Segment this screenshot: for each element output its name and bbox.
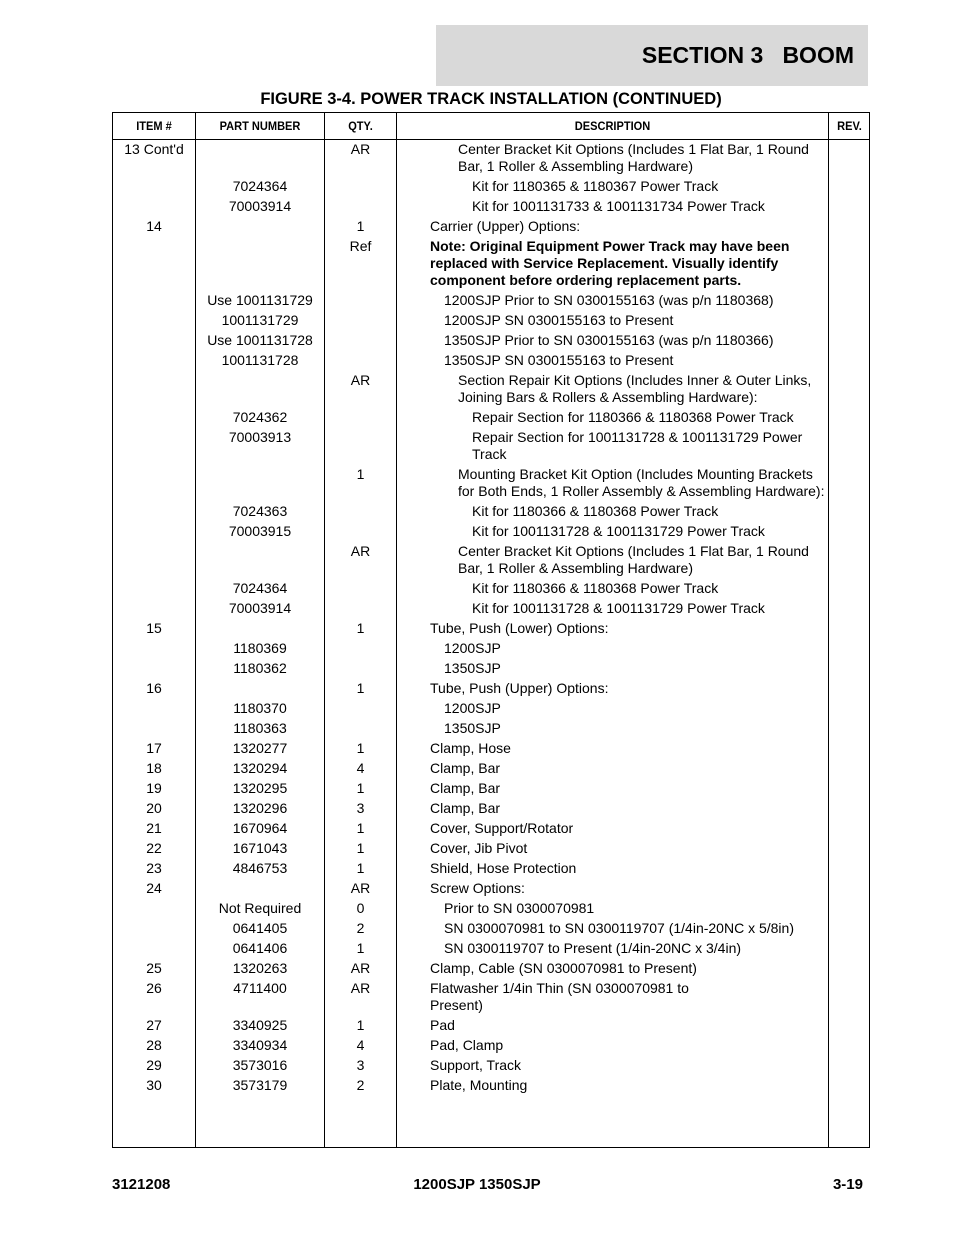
quantity: 2 — [356, 920, 365, 936]
table-row — [113, 523, 869, 540]
section-title: SECTION 3 BOOM — [641, 42, 854, 68]
quantity: 3 — [356, 1057, 365, 1073]
part-number: 7024364 — [232, 178, 288, 194]
description: Mounting Bracket Kit Option (Includes Mounting Brackets for Both Ends, 1 Roller Assembly & Assembling Hardware): — [458, 466, 825, 499]
part-number: 3340934 — [232, 1037, 288, 1053]
table-row — [113, 429, 869, 463]
part-number: 70003915 — [228, 523, 292, 539]
part-number: 70003913 — [228, 429, 292, 445]
quantity: 3 — [356, 800, 365, 816]
description: Clamp, Bar — [430, 800, 501, 816]
part-number: 1320277 — [232, 740, 288, 756]
item-number: 27 — [146, 1017, 162, 1033]
part-number: 7024364 — [232, 580, 288, 596]
part-number: 3340925 — [232, 1017, 288, 1033]
description: Pad — [430, 1017, 455, 1033]
figure-title: FIGURE 3-4. POWER TRACK INSTALLATION (CONTINUED) — [260, 90, 722, 108]
quantity: 1 — [356, 940, 365, 956]
item-number: 17 — [146, 740, 162, 756]
table-row — [113, 238, 869, 289]
item-number: 18 — [146, 760, 162, 776]
table-row — [113, 292, 869, 309]
item-number: 25 — [146, 960, 162, 976]
part-number: 1001131728 — [221, 352, 299, 368]
section-header — [436, 25, 868, 86]
table-row — [113, 1037, 869, 1054]
part-number: Use 1001131728 — [207, 332, 313, 348]
table-row — [113, 600, 869, 617]
part-number: 4711400 — [233, 980, 287, 996]
description: Repair Section for 1001131728 & 1001131729 Power Track — [472, 429, 803, 462]
table-row — [113, 312, 869, 329]
description: 1200SJP — [444, 700, 501, 716]
quantity: AR — [350, 372, 371, 388]
table-row — [113, 466, 869, 500]
description: 1200SJP Prior to SN 0300155163 (was p/n 1180368) — [444, 292, 774, 308]
part-number: 1180370 — [233, 700, 287, 716]
description: Tube, Push (Lower) Options: — [430, 620, 609, 636]
part-number: 70003914 — [228, 198, 292, 214]
description: Cover, Jib Pivot — [430, 840, 528, 856]
quantity: AR — [350, 141, 371, 157]
description: Shield, Hose Protection — [430, 860, 577, 876]
item-number: 15 — [146, 620, 162, 636]
quantity: 1 — [356, 680, 365, 696]
item-number: 19 — [146, 780, 162, 796]
description: Kit for 1180366 & 1180368 Power Track — [472, 580, 719, 596]
header-part-number: PART NUMBER — [219, 119, 301, 133]
description: Center Bracket Kit Options (Includes 1 Flat Bar, 1 Round Bar, 1 Roller & Assembling Hardware) — [458, 543, 809, 576]
part-number: 3573179 — [232, 1077, 288, 1093]
parts-table — [112, 112, 870, 1148]
header-item: ITEM # — [136, 119, 172, 133]
description: 1350SJP — [444, 720, 501, 736]
part-number: 1180369 — [233, 640, 287, 656]
description: Kit for 1180366 & 1180368 Power Track — [472, 503, 719, 519]
quantity: 1 — [356, 780, 365, 796]
description: Clamp, Hose — [430, 740, 511, 756]
table-row — [113, 1017, 869, 1034]
quantity: 1 — [356, 1017, 365, 1033]
quantity: AR — [350, 980, 371, 996]
table-row — [113, 580, 869, 597]
part-number: Use 1001131729 — [207, 292, 313, 308]
description: Repair Section for 1180366 & 1180368 Power Track — [472, 409, 794, 425]
quantity: AR — [350, 880, 371, 896]
table-row — [113, 332, 869, 349]
quantity: 1 — [356, 740, 365, 756]
description: Flatwasher 1/4in Thin (SN 0300070981 to Present) — [430, 980, 689, 1013]
quantity: 2 — [356, 1077, 365, 1093]
table-row — [113, 760, 869, 777]
table-body — [113, 141, 869, 1097]
footer-page-number: 3-19 — [832, 1176, 863, 1193]
part-number: 0641405 — [232, 920, 288, 936]
description: Carrier (Upper) Options: — [430, 218, 581, 234]
footer-model: 1200SJP 1350SJP — [413, 1176, 541, 1193]
description: 1350SJP — [444, 660, 501, 676]
table-row — [113, 620, 869, 637]
table-row — [113, 543, 869, 577]
description: Center Bracket Kit Options (Includes 1 Flat Bar, 1 Round Bar, 1 Roller & Assembling Hardware) — [458, 141, 809, 174]
description: 1350SJP Prior to SN 0300155163 (was p/n 1180366) — [444, 332, 774, 348]
description: Pad, Clamp — [430, 1037, 504, 1053]
quantity: 1 — [356, 820, 365, 836]
part-number: 1180362 — [233, 660, 287, 676]
item-number: 26 — [146, 980, 162, 996]
description: SN 0300070981 to SN 0300119707 (1/4in-20NC x 5/8in) — [444, 920, 794, 936]
part-number: 1320296 — [232, 800, 288, 816]
part-number: 1001131729 — [221, 312, 299, 328]
quantity: 1 — [356, 218, 365, 234]
part-number: 7024363 — [232, 503, 288, 519]
item-number: 21 — [146, 820, 162, 836]
table-row — [113, 178, 869, 195]
part-number: 1180363 — [233, 720, 287, 736]
description: Kit for 1001131728 & 1001131729 Power Track — [472, 600, 765, 616]
header-divider — [113, 139, 869, 140]
description: Support, Track — [430, 1057, 522, 1073]
table-row — [113, 740, 869, 757]
quantity: 4 — [356, 1037, 365, 1053]
table-row — [113, 880, 869, 897]
item-number: 28 — [146, 1037, 162, 1053]
description: 1350SJP SN 0300155163 to Present — [444, 352, 674, 368]
description: Cover, Support/Rotator — [430, 820, 574, 836]
description: 1200SJP — [444, 640, 501, 656]
table-row — [113, 860, 869, 877]
item-number: 20 — [146, 800, 162, 816]
table-row — [113, 218, 869, 235]
table-row — [113, 720, 869, 737]
quantity: Ref — [349, 238, 372, 254]
quantity: 4 — [356, 760, 365, 776]
description: SN 0300119707 to Present (1/4in-20NC x 3/4in) — [444, 940, 742, 956]
table-row — [113, 900, 869, 917]
item-number: 30 — [146, 1077, 162, 1093]
item-number: 24 — [146, 880, 162, 896]
item-number: 16 — [146, 680, 162, 696]
quantity: 1 — [356, 860, 365, 876]
item-number: 23 — [146, 860, 162, 876]
item-number: 29 — [146, 1057, 162, 1073]
table-row — [113, 372, 869, 406]
part-number: 4846753 — [232, 860, 288, 876]
table-row — [113, 920, 869, 937]
quantity: AR — [350, 543, 371, 559]
description: Plate, Mounting — [430, 1077, 528, 1093]
description: Note: Original Equipment Power Track may have been replaced with Service Replacement. Visually identify component before ordering replacement parts. — [430, 238, 790, 288]
item-number: 22 — [146, 840, 162, 856]
description: Clamp, Bar — [430, 780, 501, 796]
part-number: 1670964 — [232, 820, 288, 836]
table-row — [113, 700, 869, 717]
description: Clamp, Bar — [430, 760, 501, 776]
item-number: 13 Cont'd — [124, 141, 184, 157]
quantity: 1 — [356, 466, 365, 482]
description: 1200SJP SN 0300155163 to Present — [444, 312, 674, 328]
description: Kit for 1001131728 & 1001131729 Power Track — [472, 523, 765, 539]
description: Screw Options: — [430, 880, 525, 896]
part-number: 1320295 — [232, 780, 288, 796]
table-row — [113, 840, 869, 857]
table-row — [113, 1057, 869, 1074]
table-row — [113, 409, 869, 426]
footer-doc-number: 3121208 — [112, 1176, 171, 1193]
table-row — [113, 198, 869, 215]
description: Section Repair Kit Options (Includes Inner & Outer Links, Joining Bars & Rollers & Assembling Hardware): — [458, 372, 812, 405]
part-number: 1671043 — [232, 840, 288, 856]
quantity: 1 — [356, 620, 365, 636]
table-row — [113, 141, 869, 175]
part-number: 3573016 — [232, 1057, 288, 1073]
header-description: DESCRIPTION — [574, 119, 651, 133]
table-row — [113, 680, 869, 697]
table-row — [113, 940, 869, 957]
part-number: 7024362 — [232, 409, 288, 425]
description: Tube, Push (Upper) Options: — [430, 680, 609, 696]
table-row — [113, 820, 869, 837]
description: Prior to SN 0300070981 — [444, 900, 595, 916]
item-number: 14 — [146, 218, 162, 234]
table-row — [113, 960, 869, 977]
table-row — [113, 640, 869, 657]
description: Kit for 1180365 & 1180367 Power Track — [472, 178, 719, 194]
table-row — [113, 800, 869, 817]
table-row — [113, 980, 869, 1014]
part-number: 1320263 — [232, 960, 288, 976]
header-rev: REV. — [837, 119, 862, 133]
table-row — [113, 780, 869, 797]
description: Clamp, Cable (SN 0300070981 to Present) — [430, 960, 697, 976]
table-row — [113, 352, 869, 369]
part-number: 70003914 — [228, 600, 292, 616]
part-number: Not Required — [218, 900, 302, 916]
part-number: 1320294 — [232, 760, 288, 776]
table-row — [113, 503, 869, 520]
table-row — [113, 1077, 869, 1094]
description: Kit for 1001131733 & 1001131734 Power Track — [472, 198, 765, 214]
part-number: 0641406 — [232, 940, 288, 956]
header-qty: QTY. — [348, 119, 373, 133]
table-row — [113, 660, 869, 677]
quantity: 1 — [356, 840, 365, 856]
quantity: AR — [350, 960, 371, 976]
quantity: 0 — [356, 900, 365, 916]
